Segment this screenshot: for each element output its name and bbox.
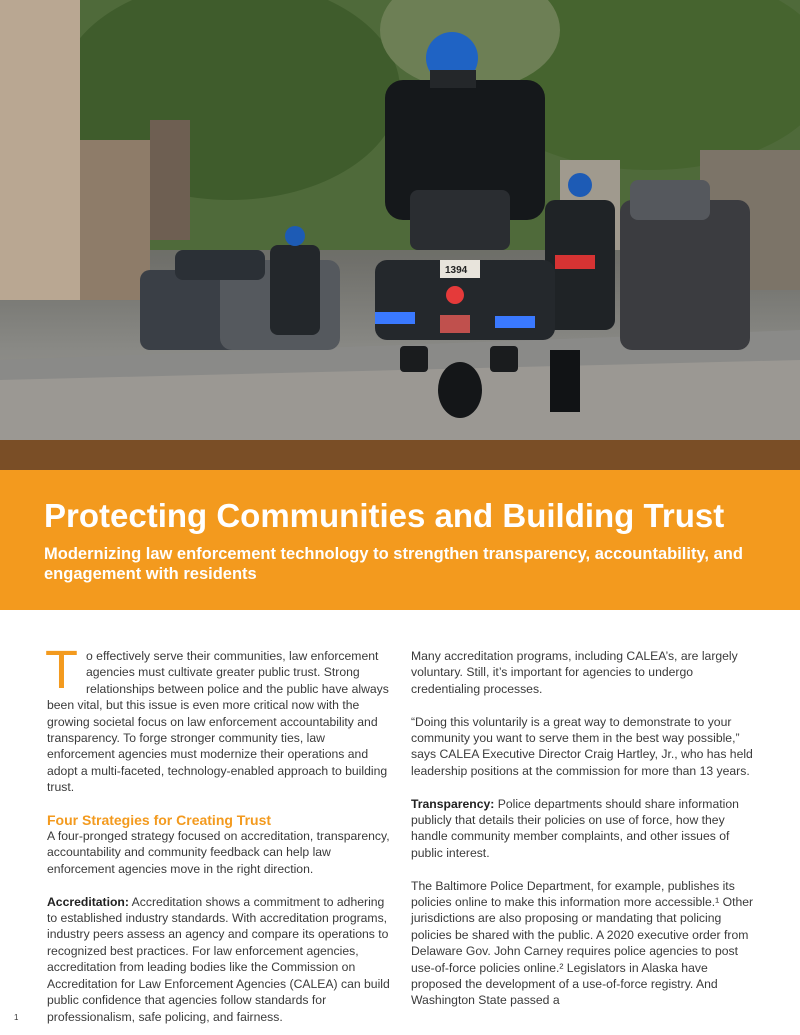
hero-illustration	[0, 0, 800, 470]
license-plate: 1394	[445, 265, 468, 276]
section-heading: Four Strategies for Creating Trust	[47, 812, 272, 829]
page-number: 1	[14, 1013, 19, 1022]
title-band	[0, 470, 800, 610]
right-column	[411, 648, 756, 1025]
hero-photo	[0, 0, 800, 470]
accreditation-text: Accreditation shows a commitment to adhering to established industry standards. With accreditation programs, industry peers assess an agency and compare its operations to recognized best practices. For law enforcement agencies, accreditation from leading bodies like the Commission on Accreditation for Law Enforcement Agencies (CALEA) can build public confidence that agencies follow standards for professionalism, safe policing, and fairness.	[47, 894, 390, 1024]
page-title: Protecting Communities and Building Trust	[44, 497, 725, 534]
transparency-text: Police departments should share information publicly that details their policies on use of force, how they handle community member complaints, and other issues of public interest.	[411, 796, 739, 860]
page-subtitle: Modernizing law enforcement technology to strengthen transparency, accountability, and engagement with residents	[44, 545, 743, 583]
accreditation-label: Accreditation:	[47, 894, 129, 909]
section-intro: A four-pronged strategy focused on accreditation, transparency, accountability and community feedback can help law enforcement agencies move in the right direction.	[47, 829, 390, 876]
drop-cap: T	[45, 640, 78, 700]
right-paragraph-1: Many accreditation programs, including CALEA’s, are largely voluntary. Still, it’s important for agencies to undergo credentialing processes.	[411, 649, 738, 696]
transparency-label: Transparency:	[411, 796, 495, 811]
transparency-paragraph	[411, 796, 756, 862]
accreditation-paragraph	[47, 894, 392, 1025]
intro-paragraph	[45, 640, 392, 796]
left-column	[45, 640, 392, 1035]
intro-text: o effectively serve their communities, law enforcement agencies must cultivate greater public trust. Strong relationships between police and the public have always been vital, but this issue is even more critical now with the growing societal focus on law enforcement accountability and transparency. To forge stronger community ties, law enforcement agencies must modernize their operations and adopt a multi-faceted, technology-enabled approach to building trust.	[47, 649, 389, 795]
right-paragraph-4: The Baltimore Police Department, for example, publishes its policies online to make this information more accessible.¹ Other jurisdictions are also proposing or mandating that policing policies be shared with the public. A 2020 executive order from Delaware Gov. John Carney requires police agencies to post use-of-force policies online.² Legislators in Alaska have proposed the development of a use-of-force registry. And Washington State passed a	[411, 878, 754, 1008]
right-paragraph-2: “Doing this voluntarily is a great way to demonstrate to your community you want to serve them in the best way possible,” says CALEA Executive Director Craig Hartley, Jr., who has held leadership positions at the commission for more than 13 years.	[411, 714, 753, 778]
